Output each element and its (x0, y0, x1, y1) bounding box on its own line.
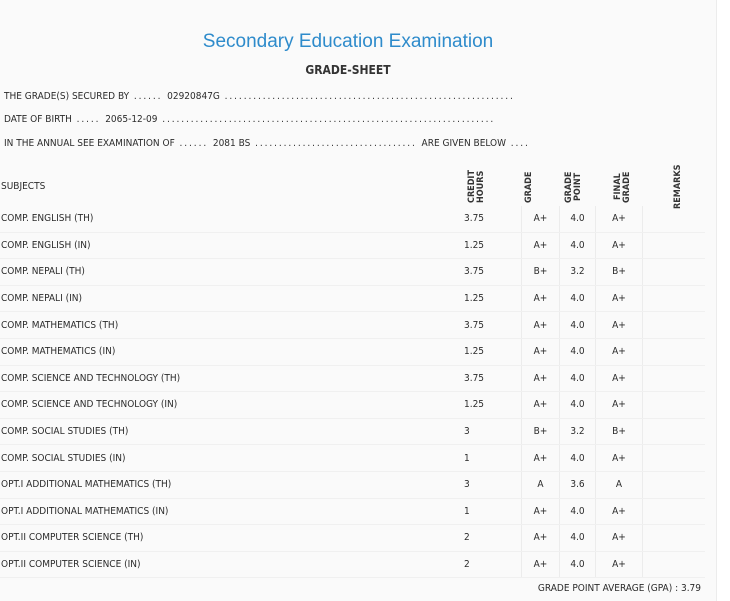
final-grade-cell: A+ (596, 232, 643, 259)
grade-cell: A+ (522, 551, 560, 578)
grade-point-cell: 3.2 (560, 418, 596, 445)
gpa-value: 3.79 (680, 583, 701, 594)
secured-by-label: THE GRADE(S) SECURED BY (4, 91, 130, 102)
subject-cell: OPT.II COMPUTER SCIENCE (IN) (0, 551, 456, 578)
grade-point-header: GRADE POINT (564, 171, 583, 203)
credit-hours-cell: 3.75 (456, 206, 522, 232)
grade-cell: A+ (522, 338, 560, 365)
grade-point-cell: 4.0 (560, 285, 596, 312)
remarks-cell (643, 312, 706, 339)
credit-hours-cell: 1 (456, 498, 522, 525)
grade-cell: A+ (522, 365, 560, 392)
final-grade-cell: A+ (596, 392, 643, 419)
subject-cell: OPT.I ADDITIONAL MATHEMATICS (TH) (0, 471, 456, 498)
table-row (0, 445, 705, 472)
credit-hours-cell: 1.25 (456, 392, 522, 419)
subject-cell: OPT.II COMPUTER SCIENCE (TH) (0, 525, 456, 552)
grade-point-cell: 4.0 (560, 338, 596, 365)
subject-cell: COMP. MATHEMATICS (TH) (0, 312, 456, 339)
credit-hours-header: CREDIT HOURS (467, 170, 486, 204)
subjects-header: SUBJECTS (1, 181, 46, 192)
final-grade-cell: A+ (596, 338, 643, 365)
final-grade-cell: A+ (596, 206, 643, 232)
remarks-cell (643, 445, 706, 472)
exam-year: 2081 BS (212, 138, 251, 149)
grade-point-cell: 4.0 (560, 365, 596, 392)
final-grade-cell: A+ (596, 498, 643, 525)
grade-cell: A+ (522, 285, 560, 312)
table-row (0, 365, 705, 392)
subject-cell: COMP. SOCIAL STUDIES (TH) (0, 418, 456, 445)
gpa-label: GRADE POINT AVERAGE (GPA) : (537, 583, 679, 594)
table-row (0, 498, 705, 525)
grade-header: GRADE (524, 171, 534, 203)
table-row (0, 312, 705, 339)
table-row (0, 232, 705, 259)
remarks-cell (643, 392, 706, 419)
subject-cell: COMP. ENGLISH (TH) (0, 206, 456, 232)
credit-hours-cell: 3 (456, 471, 522, 498)
grade-point-cell: 4.0 (560, 392, 596, 419)
grade-point-cell: 4.0 (560, 312, 596, 339)
symbol-number: 02920847G (167, 91, 220, 102)
remarks-cell (643, 471, 706, 498)
final-grade-cell: A+ (596, 551, 643, 578)
subject-cell: COMP. SCIENCE AND TECHNOLOGY (TH) (0, 365, 456, 392)
remarks-cell (643, 285, 706, 312)
table-row (0, 206, 705, 232)
final-grade-cell: B+ (596, 259, 643, 286)
final-grade-cell: A+ (596, 285, 643, 312)
subject-cell: OPT.I ADDITIONAL MATHEMATICS (IN) (0, 498, 456, 525)
grade-cell: B+ (522, 418, 560, 445)
credit-hours-cell: 2 (456, 551, 522, 578)
remarks-cell (643, 232, 706, 259)
final-grade-cell: B+ (596, 418, 643, 445)
table-row (0, 525, 705, 552)
given-below-label: ARE GIVEN BELOW (421, 138, 507, 149)
credit-hours-cell: 2 (456, 525, 522, 552)
grade-cell: A+ (522, 312, 560, 339)
final-grade-cell: A+ (596, 445, 643, 472)
credit-hours-cell: 3.75 (456, 312, 522, 339)
remarks-cell (643, 418, 706, 445)
remarks-header: REMARKS (673, 164, 683, 210)
grade-point-cell: 4.0 (560, 498, 596, 525)
subject-cell: COMP. MATHEMATICS (IN) (0, 338, 456, 365)
grade-cell: B+ (522, 259, 560, 286)
grade-cell: A+ (522, 206, 560, 232)
credit-hours-cell: 3.75 (456, 365, 522, 392)
final-grade-cell: A+ (596, 525, 643, 552)
final-grade-cell: A+ (596, 312, 643, 339)
remarks-cell (643, 338, 706, 365)
sheet-subtitle: GRADE-SHEET (305, 63, 391, 77)
subject-cell: COMP. NEPALI (TH) (0, 259, 456, 286)
dob-label: DATE OF BIRTH (4, 114, 72, 125)
dob-line: DATE OF BIRTH ..... 2065-12-09 ...................................................................... (4, 114, 496, 125)
remarks-cell (643, 498, 706, 525)
grade-point-cell: 4.0 (560, 551, 596, 578)
grade-point-cell: 4.0 (560, 206, 596, 232)
table-row (0, 338, 705, 365)
exam-label: IN THE ANNUAL SEE EXAMINATION OF (4, 138, 175, 149)
grade-cell: A+ (522, 392, 560, 419)
table-row (0, 285, 705, 312)
table-row (0, 392, 705, 419)
table-row (0, 551, 705, 578)
grades-table (0, 206, 705, 578)
grade-point-cell: 4.0 (560, 232, 596, 259)
remarks-cell (643, 525, 706, 552)
exam-title: Secondary Education Examination (202, 31, 494, 52)
credit-hours-cell: 1.25 (456, 338, 522, 365)
final-grade-cell: A+ (596, 365, 643, 392)
grade-point-cell: 3.2 (560, 259, 596, 286)
secured-by-line: THE GRADE(S) SECURED BY ...... 02920847G ............................................................. (4, 91, 515, 102)
credit-hours-cell: 3.75 (456, 259, 522, 286)
grade-point-cell: 4.0 (560, 445, 596, 472)
table-row (0, 259, 705, 286)
gpa-line (538, 583, 701, 594)
subject-cell: COMP. SOCIAL STUDIES (IN) (0, 445, 456, 472)
credit-hours-cell: 1.25 (456, 285, 522, 312)
dob-value: 2065-12-09 (105, 114, 158, 125)
subject-cell: COMP. ENGLISH (IN) (0, 232, 456, 259)
remarks-cell (643, 259, 706, 286)
grade-cell: A+ (522, 232, 560, 259)
remarks-cell (643, 206, 706, 232)
subject-cell: COMP. NEPALI (IN) (0, 285, 456, 312)
grade-cell: A+ (522, 445, 560, 472)
credit-hours-cell: 1 (456, 445, 522, 472)
final-grade-cell: A (596, 471, 643, 498)
credit-hours-cell: 1.25 (456, 232, 522, 259)
remarks-cell (643, 365, 706, 392)
subject-cell: COMP. SCIENCE AND TECHNOLOGY (IN) (0, 392, 456, 419)
exam-line: IN THE ANNUAL SEE EXAMINATION OF ...... 2081 BS .................................. ARE GIVEN BELOW .... (4, 138, 530, 149)
grade-cell: A+ (522, 498, 560, 525)
grade-cell: A (522, 471, 560, 498)
grade-cell: A+ (522, 525, 560, 552)
grade-point-cell: 3.6 (560, 471, 596, 498)
table-row (0, 418, 705, 445)
table-row (0, 471, 705, 498)
remarks-cell (643, 551, 706, 578)
credit-hours-cell: 3 (456, 418, 522, 445)
final-grade-header: FINAL GRADE (613, 171, 632, 203)
grade-point-cell: 4.0 (560, 525, 596, 552)
